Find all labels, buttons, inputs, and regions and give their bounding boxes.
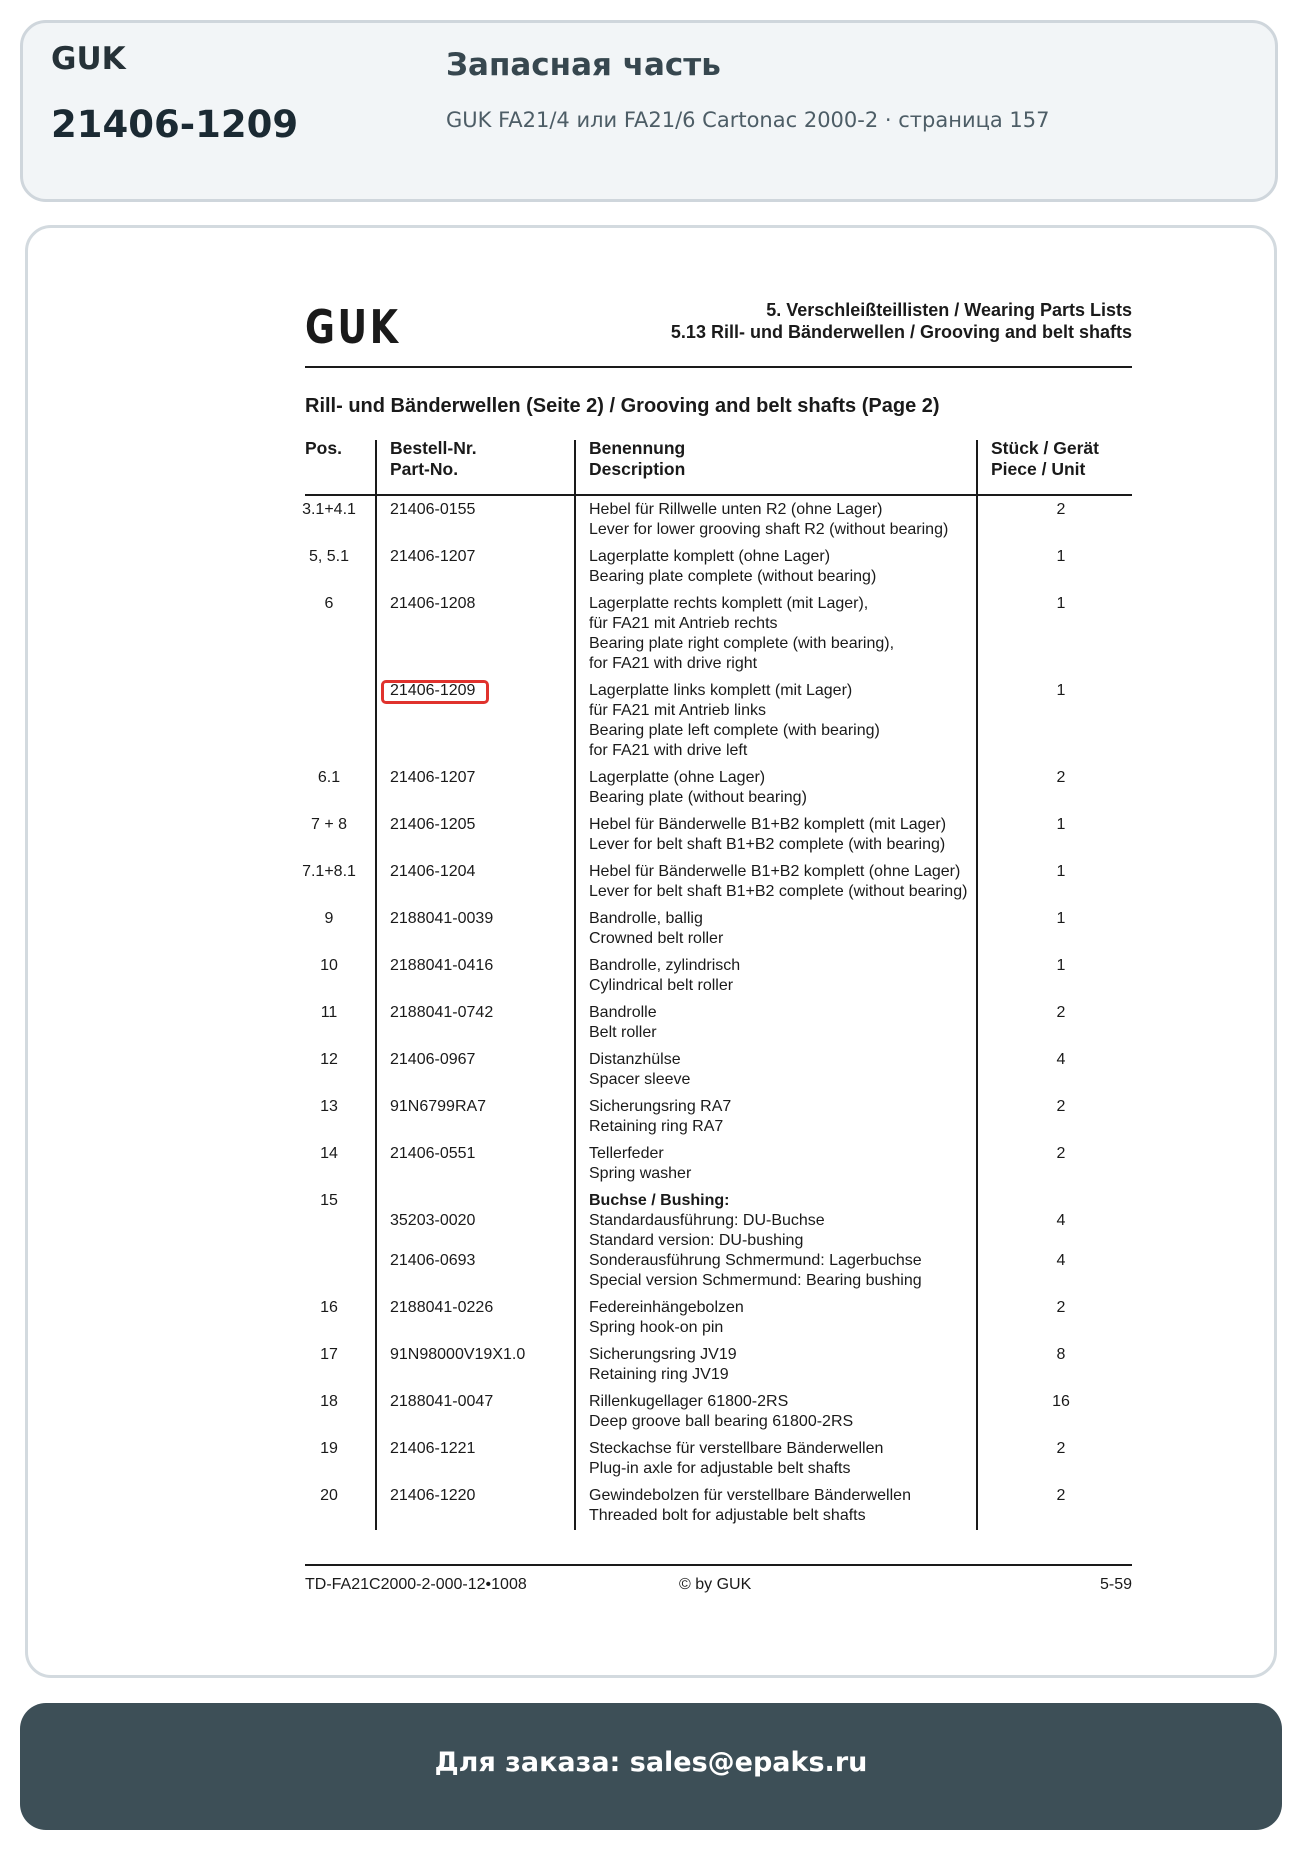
row-part-number: 2188041-0742 xyxy=(390,1004,494,1021)
row-description-line: Bandrolle xyxy=(589,1004,657,1021)
row-quantity: 2 xyxy=(1056,769,1066,786)
row-description-line: Tellerfeder xyxy=(589,1145,664,1162)
row-pos: 7 + 8 xyxy=(310,816,348,833)
col-header-pos: Pos. xyxy=(305,438,342,458)
document-card xyxy=(25,225,1277,1678)
row-description-line: Retaining ring RA7 xyxy=(589,1118,724,1135)
row-description-line: Standardausführung: DU-Buchse xyxy=(589,1212,825,1229)
row-description-line: for FA21 with drive right xyxy=(589,655,758,672)
row-quantity: 1 xyxy=(1056,595,1066,612)
row-quantity: 4 xyxy=(1056,1212,1066,1229)
footer-rule xyxy=(305,1564,1132,1566)
col-header-qty-de: Stück / Gerät xyxy=(991,438,1099,458)
header-rule xyxy=(305,366,1132,368)
row-description-line: Special version Schmermund: Bearing bushing xyxy=(589,1272,922,1289)
row-pos: 19 xyxy=(320,1440,338,1457)
footer-doc-code: TD-FA21C2000-2-000-12•1008 xyxy=(305,1576,527,1593)
col-header-desc-de: Benennung xyxy=(589,438,686,458)
row-description-line: für FA21 mit Antrieb links xyxy=(589,702,766,719)
row-part-number: 2188041-0226 xyxy=(390,1299,494,1316)
row-part-number: 21406-0693 xyxy=(390,1252,476,1269)
row-part-number: 91N98000V19X1.0 xyxy=(390,1346,526,1363)
column-divider xyxy=(375,440,377,1530)
row-quantity: 2 xyxy=(1056,1145,1066,1162)
row-part-number: 21406-1205 xyxy=(390,816,476,833)
row-description-line: für FA21 mit Antrieb rechts xyxy=(589,615,778,632)
row-pos: 17 xyxy=(320,1346,338,1363)
row-part-number: 2188041-0047 xyxy=(390,1393,494,1410)
row-part-number: 21406-1204 xyxy=(390,863,476,880)
row-part-number: 35203-0020 xyxy=(390,1212,476,1229)
row-description-line: Rillenkugellager 61800-2RS xyxy=(589,1393,789,1410)
row-pos: 3.1+4.1 xyxy=(302,501,356,518)
row-quantity: 2 xyxy=(1056,501,1066,518)
row-pos: 14 xyxy=(320,1145,338,1162)
row-description-line: Steckachse für verstellbare Bänderwellen xyxy=(589,1440,884,1457)
row-part-number: 21406-1208 xyxy=(390,595,476,612)
row-quantity: 2 xyxy=(1056,1440,1066,1457)
section-heading: 5. Verschleißteillisten / Wearing Parts Lists xyxy=(766,300,1132,320)
row-description-line: Standard version: DU-bushing xyxy=(589,1232,804,1249)
row-part-number: 21406-1209 xyxy=(390,682,476,699)
row-part-number: 21406-1221 xyxy=(390,1440,476,1457)
row-part-number: 21406-0967 xyxy=(390,1051,476,1068)
row-quantity: 1 xyxy=(1056,548,1066,565)
row-pos: 5, 5.1 xyxy=(308,548,350,565)
row-quantity: 1 xyxy=(1056,957,1066,974)
footer-copyright: © by GUK xyxy=(679,1576,752,1593)
row-description-line: Federeinhängebolzen xyxy=(589,1299,744,1316)
col-header-part-en: Part-No. xyxy=(390,459,459,479)
row-description-line: Spacer sleeve xyxy=(589,1071,691,1088)
row-quantity: 1 xyxy=(1056,910,1066,927)
footer-page-number: 5-59 xyxy=(1099,1576,1132,1593)
row-part-number: 21406-1207 xyxy=(390,769,476,786)
row-pos: 20 xyxy=(320,1487,338,1504)
row-description-line: Hebel für Rillwelle unten R2 (ohne Lager) xyxy=(589,501,883,518)
row-quantity: 4 xyxy=(1056,1252,1066,1269)
row-description-line: Bandrolle, zylindrisch xyxy=(589,957,741,974)
row-part-number: 21406-0155 xyxy=(390,501,476,518)
row-description-line: Bearing plate right complete (with bearing), xyxy=(589,635,895,652)
row-description-line: Threaded bolt for adjustable belt shafts xyxy=(589,1507,866,1524)
row-description-line: Buchse / Bushing: xyxy=(589,1192,730,1209)
row-pos: 7.1+8.1 xyxy=(302,863,356,880)
row-description-line: Spring hook-on pin xyxy=(589,1319,724,1336)
part-number: 21406-1209 xyxy=(51,103,299,146)
row-quantity: 8 xyxy=(1056,1346,1066,1363)
row-description-line: Lagerplatte komplett (ohne Lager) xyxy=(589,548,831,565)
row-description-line: Retaining ring JV19 xyxy=(589,1366,729,1383)
row-description-line: Lever for belt shaft B1+B2 complete (without bearing) xyxy=(589,883,968,900)
row-pos: 13 xyxy=(320,1098,338,1115)
guk-logo: GUK xyxy=(305,300,401,354)
order-bar xyxy=(20,1703,1282,1830)
row-part-number: 2188041-0416 xyxy=(390,957,494,974)
row-description-line: Gewindebolzen für verstellbare Bänderwellen xyxy=(589,1487,911,1504)
col-header-qty-en: Piece / Unit xyxy=(991,459,1086,479)
row-description-line: Lever for belt shaft B1+B2 complete (with bearing) xyxy=(589,836,946,853)
row-pos: 6.1 xyxy=(317,769,341,786)
table-title: Rill- und Bänderwellen (Seite 2) / Grooving and belt shafts (Page 2) xyxy=(305,395,940,417)
column-divider xyxy=(976,440,978,1530)
row-description-line: Sicherungsring JV19 xyxy=(589,1346,737,1363)
column-divider xyxy=(574,440,576,1530)
header-card xyxy=(20,20,1278,202)
row-quantity: 4 xyxy=(1056,1051,1066,1068)
col-header-qty xyxy=(991,438,1099,480)
row-description-line: Cylindrical belt roller xyxy=(589,977,734,994)
row-quantity: 2 xyxy=(1056,1487,1066,1504)
row-part-number: 21406-1220 xyxy=(390,1487,476,1504)
row-description-line: Spring washer xyxy=(589,1165,692,1182)
row-description-line: Bearing plate (without bearing) xyxy=(589,789,807,806)
col-header-part-de: Bestell-Nr. xyxy=(390,438,477,458)
row-description-line: Lagerplatte links komplett (mit Lager) xyxy=(589,682,853,699)
row-description-line: Bearing plate complete (without bearing) xyxy=(589,568,877,585)
col-header-desc xyxy=(589,438,685,480)
row-description-line: Plug-in axle for adjustable belt shafts xyxy=(589,1460,851,1477)
order-contact[interactable]: Для заказа: sales@epaks.ru xyxy=(434,1747,868,1778)
row-description-line: Bearing plate left complete (with bearing) xyxy=(589,722,880,739)
row-quantity: 16 xyxy=(1052,1393,1070,1410)
row-quantity: 2 xyxy=(1056,1098,1066,1115)
row-quantity: 2 xyxy=(1056,1004,1066,1021)
row-description-line: Lever for lower grooving shaft R2 (without bearing) xyxy=(589,521,949,538)
row-description-line: Sonderausführung Schmermund: Lagerbuchse xyxy=(589,1252,922,1269)
row-description-line: Hebel für Bänderwelle B1+B2 komplett (ohne Lager) xyxy=(589,863,961,880)
row-description-line: Crowned belt roller xyxy=(589,930,724,947)
highlight-box xyxy=(381,680,489,704)
page-title: Запасная часть xyxy=(446,47,721,83)
row-part-number: 21406-1207 xyxy=(390,548,476,565)
table-header-rule xyxy=(305,494,1132,496)
row-pos: 15 xyxy=(320,1192,338,1209)
row-pos: 10 xyxy=(320,957,338,974)
row-description-line: Hebel für Bänderwelle B1+B2 komplett (mit Lager) xyxy=(589,816,947,833)
row-pos: 18 xyxy=(320,1393,338,1410)
row-description-line: Belt roller xyxy=(589,1024,657,1041)
row-description-line: Sicherungsring RA7 xyxy=(589,1098,732,1115)
row-pos: 9 xyxy=(324,910,334,927)
col-header-part xyxy=(390,438,477,480)
row-pos: 11 xyxy=(320,1004,338,1021)
row-quantity: 1 xyxy=(1056,816,1066,833)
document-page xyxy=(302,228,1132,1678)
row-description-line: Deep groove ball bearing 61800-2RS xyxy=(589,1413,854,1430)
row-pos: 12 xyxy=(320,1051,338,1068)
row-pos: 6 xyxy=(324,595,334,612)
col-header-desc-en: Description xyxy=(589,459,686,479)
row-description-line: Distanzhülse xyxy=(589,1051,681,1068)
row-description-line: Bandrolle, ballig xyxy=(589,910,703,927)
row-quantity: 2 xyxy=(1056,1299,1066,1316)
row-description-line: for FA21 with drive left xyxy=(589,742,748,759)
row-part-number: 91N6799RA7 xyxy=(390,1098,487,1115)
row-part-number: 21406-0551 xyxy=(390,1145,476,1162)
row-description-line: Lagerplatte rechts komplett (mit Lager), xyxy=(589,595,869,612)
row-description-line: Lagerplatte (ohne Lager) xyxy=(589,769,766,786)
row-quantity: 1 xyxy=(1056,863,1066,880)
subsection-heading: 5.13 Rill- und Bänderwellen / Grooving and belt shafts xyxy=(670,322,1132,342)
page-subtitle: GUK FA21/4 или FA21/6 Cartonac 2000-2 · страница 157 xyxy=(446,108,1050,132)
row-quantity: 1 xyxy=(1056,682,1066,699)
brand-name: GUK xyxy=(51,41,126,77)
row-pos: 16 xyxy=(320,1299,338,1316)
row-part-number: 2188041-0039 xyxy=(390,910,494,927)
